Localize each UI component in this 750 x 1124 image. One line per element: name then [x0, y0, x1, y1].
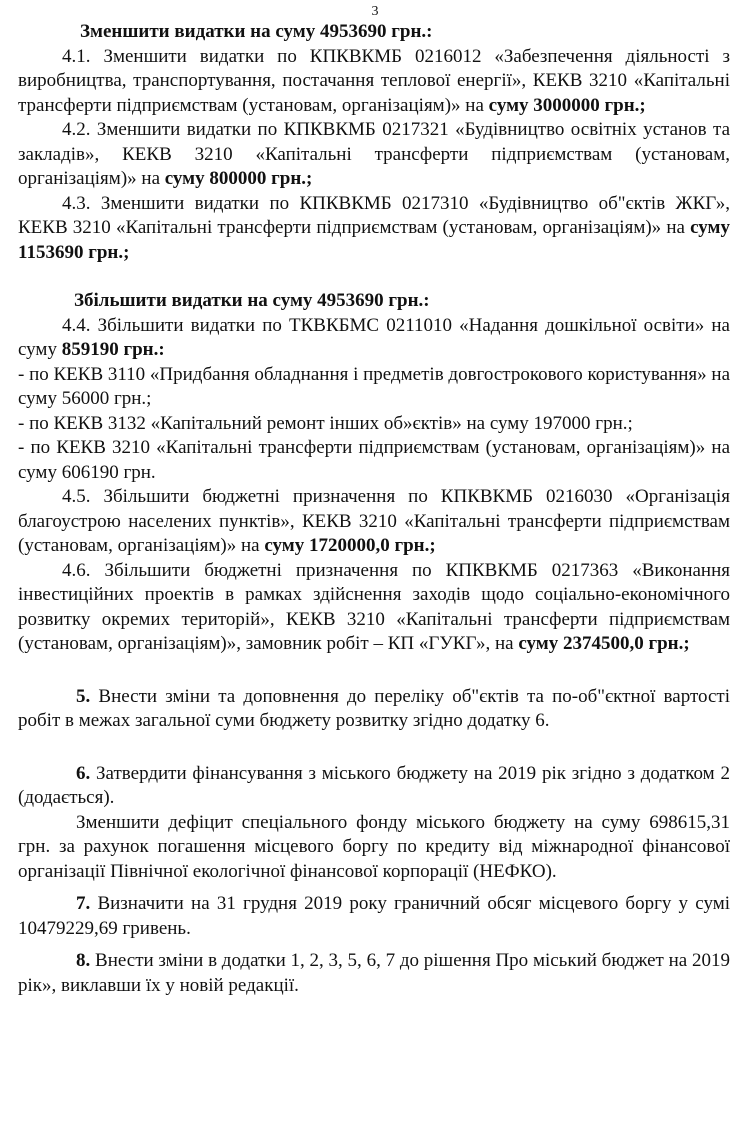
- item-4-4-tail: грн.:: [118, 339, 165, 360]
- sub-item-3210: - по КЕКВ 3210 «Капітальні трансферти підприємствам (установам, організаціям)» на суму 606190 грн.: [18, 437, 730, 483]
- item-4-3-text: 4.3. Зменшити видатки по КПКВКМБ 0217310 «Будівництво об"єктів ЖКГ», КЕКВ 3210 «Капітальні трансферти підприємствам (установам, організаціям)» на: [18, 192, 730, 238]
- item-4-2-amount: суму 800000 грн.;: [164, 168, 313, 189]
- section-8-text: Внести зміни в додатки 1, 2, 3, 5, 6, 7 до рішення Про міський бюджет на 2019 рік», виклавши їх у новій редакції.: [18, 950, 730, 996]
- item-4-4-amount: 859190: [61, 339, 119, 360]
- section-6-deficit: Зменшити дефіцит спеціального фонду міського бюджету на суму 698615,31 грн. за рахунок погашення місцевого боргу по кредиту від міжнародної фінансової організації Північної екологічної фінансової корпорації (НЕФКО).: [18, 811, 730, 882]
- item-4-5: [18, 485, 730, 559]
- reduce-heading: Зменшити видатки на суму 4953690 грн.:: [80, 21, 433, 42]
- item-4-6-text: 4.6. Збільшити бюджетні призначення по КПКВКМБ 0217363 «Виконання інвестиційних проектів в рамках здійснення заходів щодо соціально-економічного розвитку окремих територій», КЕКВ 3210 «Капітальні трансферти підприємствам (установам, організаціям)», замовник робіт – КП «ГУКГ», на: [18, 559, 730, 654]
- sub-item-3110: - по КЕКВ 3110 «Придбання обладнання і предметів довгострокового користування» на суму 56000 грн.;: [18, 363, 730, 409]
- section-8: [18, 949, 730, 998]
- item-4-2-text: 4.2. Зменшити видатки по КПКВКМБ 0217321 «Будівництво освітніх установ та закладів», КЕКВ 3210 «Капітальні трансферти підприємствам (установам, організаціям)» на: [18, 119, 730, 189]
- item-4-6: [18, 559, 730, 657]
- item-4-2: [18, 118, 730, 192]
- section-7-number: 7.: [76, 893, 91, 914]
- sub-item-3132: - по КЕКВ 3132 «Капітальний ремонт інших об»єктів» на суму 197000 грн.;: [18, 412, 633, 434]
- item-4-4: [18, 314, 730, 363]
- section-5-number: 5.: [76, 685, 91, 707]
- section-7-text: Визначити на 31 грудня 2019 року граничний обсяг місцевого боргу у сумі 10479229,69 гривень.: [18, 893, 730, 939]
- item-4-5-text: 4.5. Збільшити бюджетні призначення по КПКВКМБ 0216030 «Організація благоустрою населених пунктів», КЕКВ 3210 «Капітальні трансферти підприємствам (установам, організаціям)» на: [18, 486, 730, 556]
- page-number: 3: [371, 4, 379, 19]
- section-8-number: 8.: [76, 950, 91, 971]
- section-5-text: Внести зміни та доповнення до переліку об"єктів та по-об"єктної вартості робіт в межах загальної суми бюджету розвитку згідно додатку 6.: [18, 685, 730, 731]
- document-body: [18, 20, 730, 998]
- section-6: [18, 762, 730, 811]
- section-5: [18, 685, 730, 734]
- section-6-number: 6.: [76, 762, 91, 784]
- increase-heading: Збільшити видатки на суму 4953690 грн.:: [74, 290, 430, 311]
- item-4-5-amount: суму 1720000,0 грн.;: [264, 535, 436, 556]
- item-4-1-text: 4.1. Зменшити видатки по КПКВКМБ 0216012 «Забезпечення діяльності з виробництва, транспортування, постачання теплової енергії», КЕКВ 3210 «Капітальні трансферти підприємствам (установам, організаціям)» на: [18, 45, 730, 116]
- item-4-3-amount: суму 1153690 грн.;: [18, 217, 730, 263]
- item-4-3: [18, 192, 730, 266]
- section-7: [18, 892, 730, 941]
- item-4-6-amount: суму 2374500,0 грн.;: [518, 633, 690, 654]
- section-6-text: Затвердити фінансування з міського бюджету на 2019 рік згідно з додатком 2 (додається).: [18, 762, 730, 808]
- item-4-1-amount: суму 3000000 грн.;: [488, 94, 646, 116]
- item-4-1: [18, 45, 730, 119]
- item-4-4-text: 4.4. Збільшити видатки по ТКВКБМС 0211010 «Надання дошкільної освіти» на суму: [18, 314, 730, 360]
